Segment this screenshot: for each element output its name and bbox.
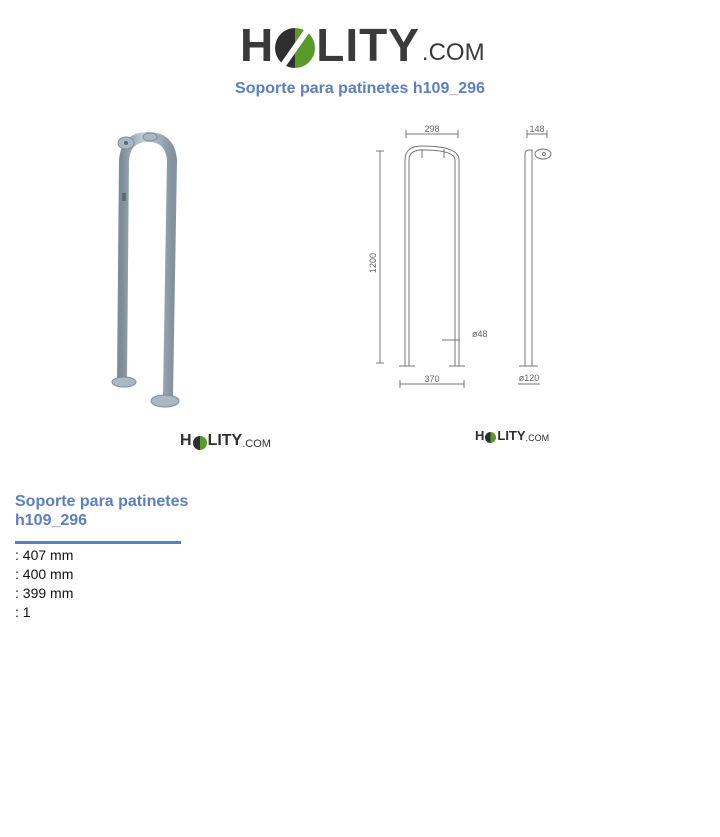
title-underline xyxy=(15,541,181,544)
technical-drawing xyxy=(360,118,560,393)
dim-base-diameter: ø120 xyxy=(518,373,540,383)
logo-o-icon xyxy=(275,28,315,68)
bike-stand-photo xyxy=(100,125,200,415)
logo-letter-h: H xyxy=(240,19,275,71)
dim-height: 1200 xyxy=(368,252,378,274)
holity-logo[interactable] xyxy=(240,12,485,71)
watermark-domain: .COM xyxy=(525,433,550,443)
watermark-letter-h: H xyxy=(475,428,485,443)
product-specs xyxy=(15,546,73,622)
watermark-o-icon xyxy=(485,432,496,443)
page-title: Soporte para patinetes h109_296 xyxy=(235,80,485,97)
logo-letters-lity: LITY xyxy=(316,19,420,71)
dim-base-width: 370 xyxy=(424,374,440,384)
spec-line: : 1 xyxy=(15,604,31,620)
photo-watermark-logo xyxy=(180,432,271,450)
logo-domain: .COM xyxy=(421,39,485,66)
watermark-o-icon xyxy=(193,436,207,450)
spec-line: : 399 mm xyxy=(15,585,74,601)
dim-tube-diameter: ø48 xyxy=(472,329,488,339)
product-detail-title: Soporte para patinetes h109_296 xyxy=(15,493,189,529)
watermark-letter-h: H xyxy=(180,432,192,449)
watermark-letters-lity: LITY xyxy=(497,428,526,443)
spec-line: : 407 mm xyxy=(15,547,74,563)
watermark-letters-lity: LITY xyxy=(207,432,243,449)
dim-top-width: 298 xyxy=(424,124,440,134)
drawing-watermark-logo xyxy=(475,428,549,443)
watermark-domain: .COM xyxy=(242,438,271,450)
spec-line: : 400 mm xyxy=(15,566,74,582)
dim-side-depth: 148 xyxy=(529,124,545,134)
